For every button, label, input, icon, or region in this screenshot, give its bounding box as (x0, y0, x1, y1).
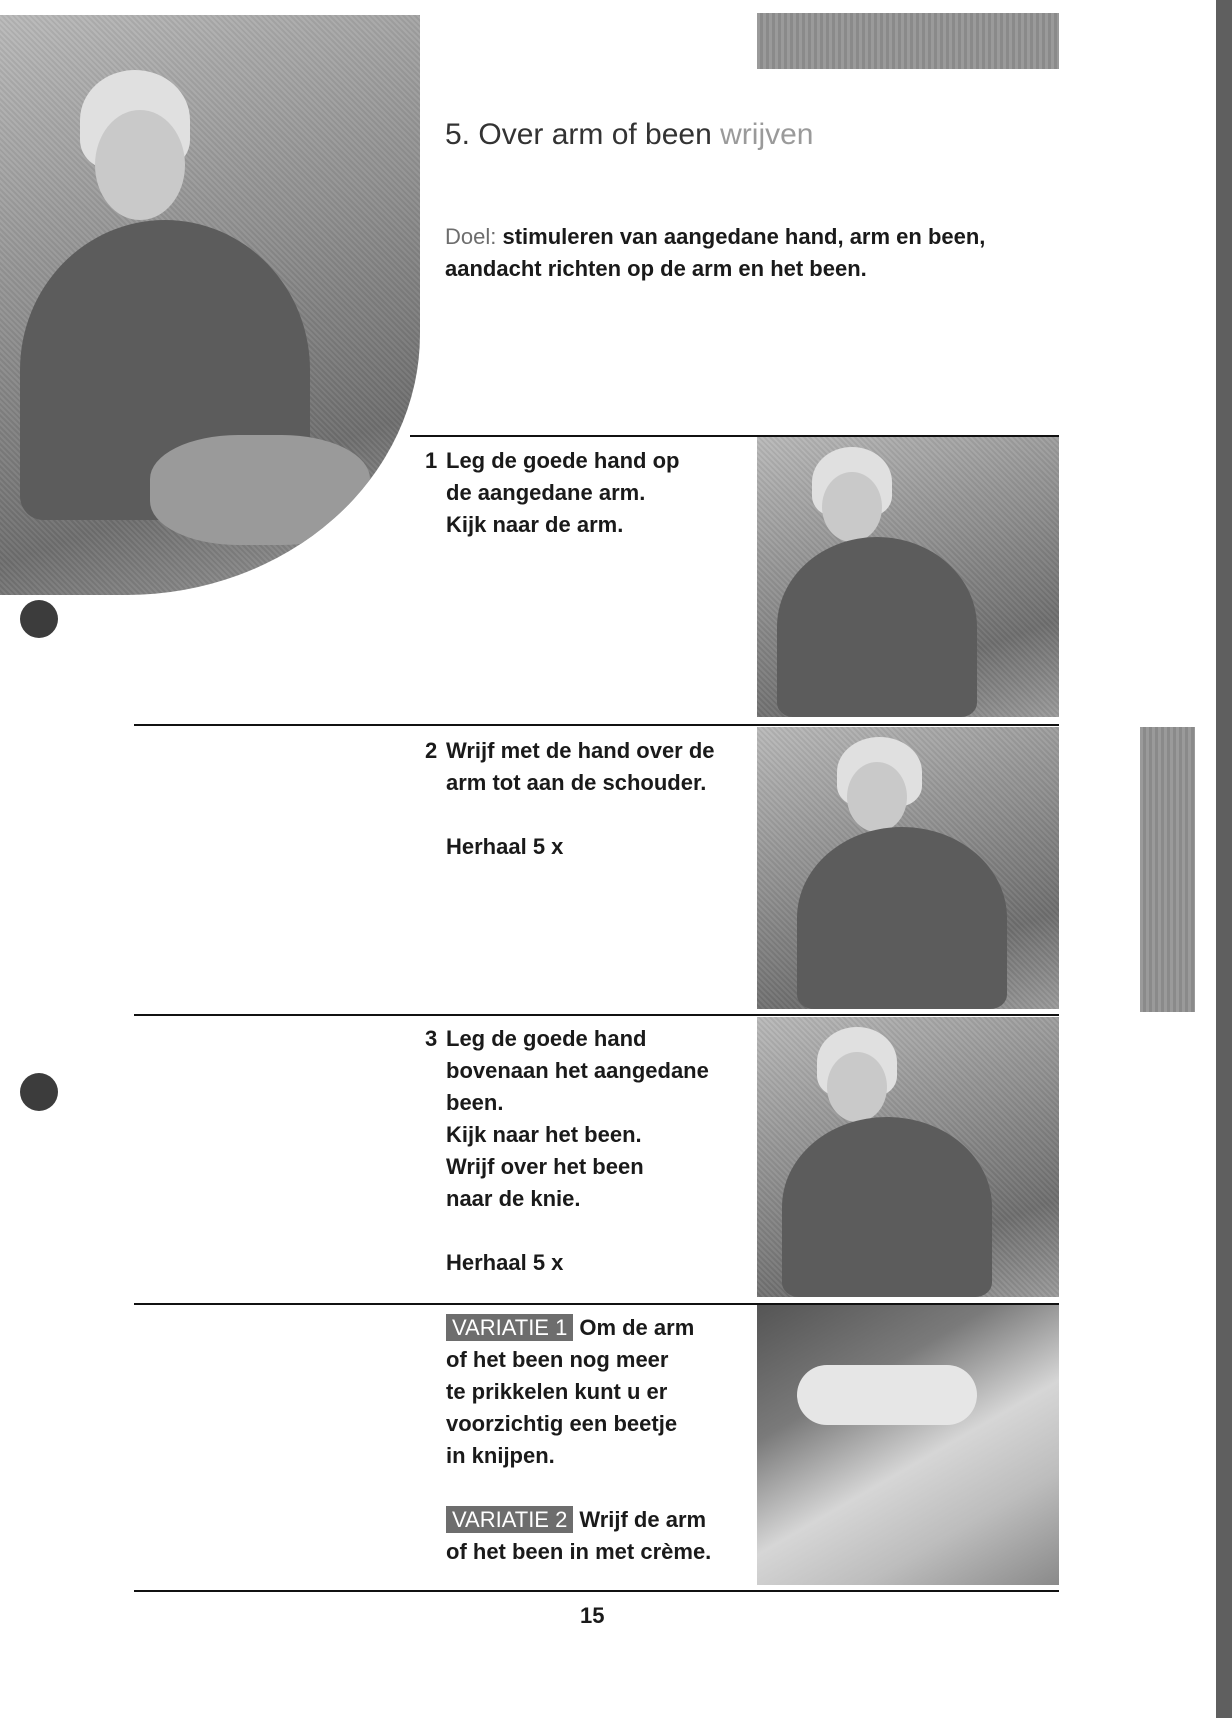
step-2-number: 2 (425, 738, 438, 763)
goal-text-line1: stimuleren van aangedane hand, arm en been, (502, 224, 986, 249)
variation-2-first-line: Wrijf de arm (579, 1507, 707, 1532)
variation-2-tag: VARIATIE 2 (446, 1506, 573, 1533)
section-title-faded: wrijven (720, 118, 814, 151)
punch-hole-bottom (20, 1073, 58, 1111)
step-3-repeat: Herhaal 5 x (446, 1250, 564, 1275)
step-3-text (446, 1023, 709, 1279)
step-2-line: Wrijf met de hand over de (446, 738, 715, 763)
step-3-photo (757, 1017, 1059, 1297)
goal-text-line2: aandacht richten op de arm en het been. (445, 256, 867, 281)
variation-1-line: in knijpen. (446, 1443, 555, 1468)
scan-edge (1216, 0, 1232, 1718)
header-tab-marker (757, 13, 1059, 69)
step-2-photo (757, 727, 1059, 1009)
step-3-line: Wrijf over het been (446, 1154, 644, 1179)
step-1-photo (757, 437, 1059, 717)
step-2-line: arm tot aan de schouder. (446, 770, 707, 795)
side-tab-marker (1140, 727, 1195, 1012)
page-number: 15 (580, 1603, 605, 1628)
goal-label: Doel: (445, 224, 497, 249)
variation-2-line: of het been in met crème. (446, 1539, 712, 1564)
variation-photo (757, 1305, 1059, 1585)
step-3-number: 3 (425, 1026, 438, 1051)
section-title (445, 118, 814, 152)
step-3-line: Leg de goede hand (446, 1026, 647, 1051)
punch-hole-top (20, 600, 58, 638)
variation-1-first-line: Om de arm (579, 1315, 695, 1340)
step-2-repeat: Herhaal 5 x (446, 834, 564, 859)
divider-3 (134, 1014, 1059, 1016)
divider-5 (134, 1590, 1059, 1592)
divider-2 (134, 724, 1059, 726)
variation-1-line: voorzichtig een beetje (446, 1411, 678, 1436)
step-1-line: Kijk naar de arm. (446, 512, 624, 537)
variation-1-tag: VARIATIE 1 (446, 1314, 573, 1341)
goal-block (445, 221, 985, 285)
step-3-line: been. (446, 1090, 504, 1115)
step-3-line: bovenaan het aangedane (446, 1058, 709, 1083)
step-1-line: de aangedane arm. (446, 480, 646, 505)
variation-1-line: of het been nog meer (446, 1347, 669, 1372)
step-1-number: 1 (425, 448, 438, 473)
variation-1-text (446, 1312, 711, 1568)
hero-photo (0, 15, 420, 595)
step-3-line: naar de knie. (446, 1186, 581, 1211)
section-title-main: 5. Over arm of been (445, 118, 712, 151)
step-1-text (446, 445, 679, 541)
step-3-line: Kijk naar het been. (446, 1122, 642, 1147)
variation-1-line: te prikkelen kunt u er (446, 1379, 668, 1404)
step-1-line: Leg de goede hand op (446, 448, 680, 473)
step-2-text (446, 735, 715, 863)
